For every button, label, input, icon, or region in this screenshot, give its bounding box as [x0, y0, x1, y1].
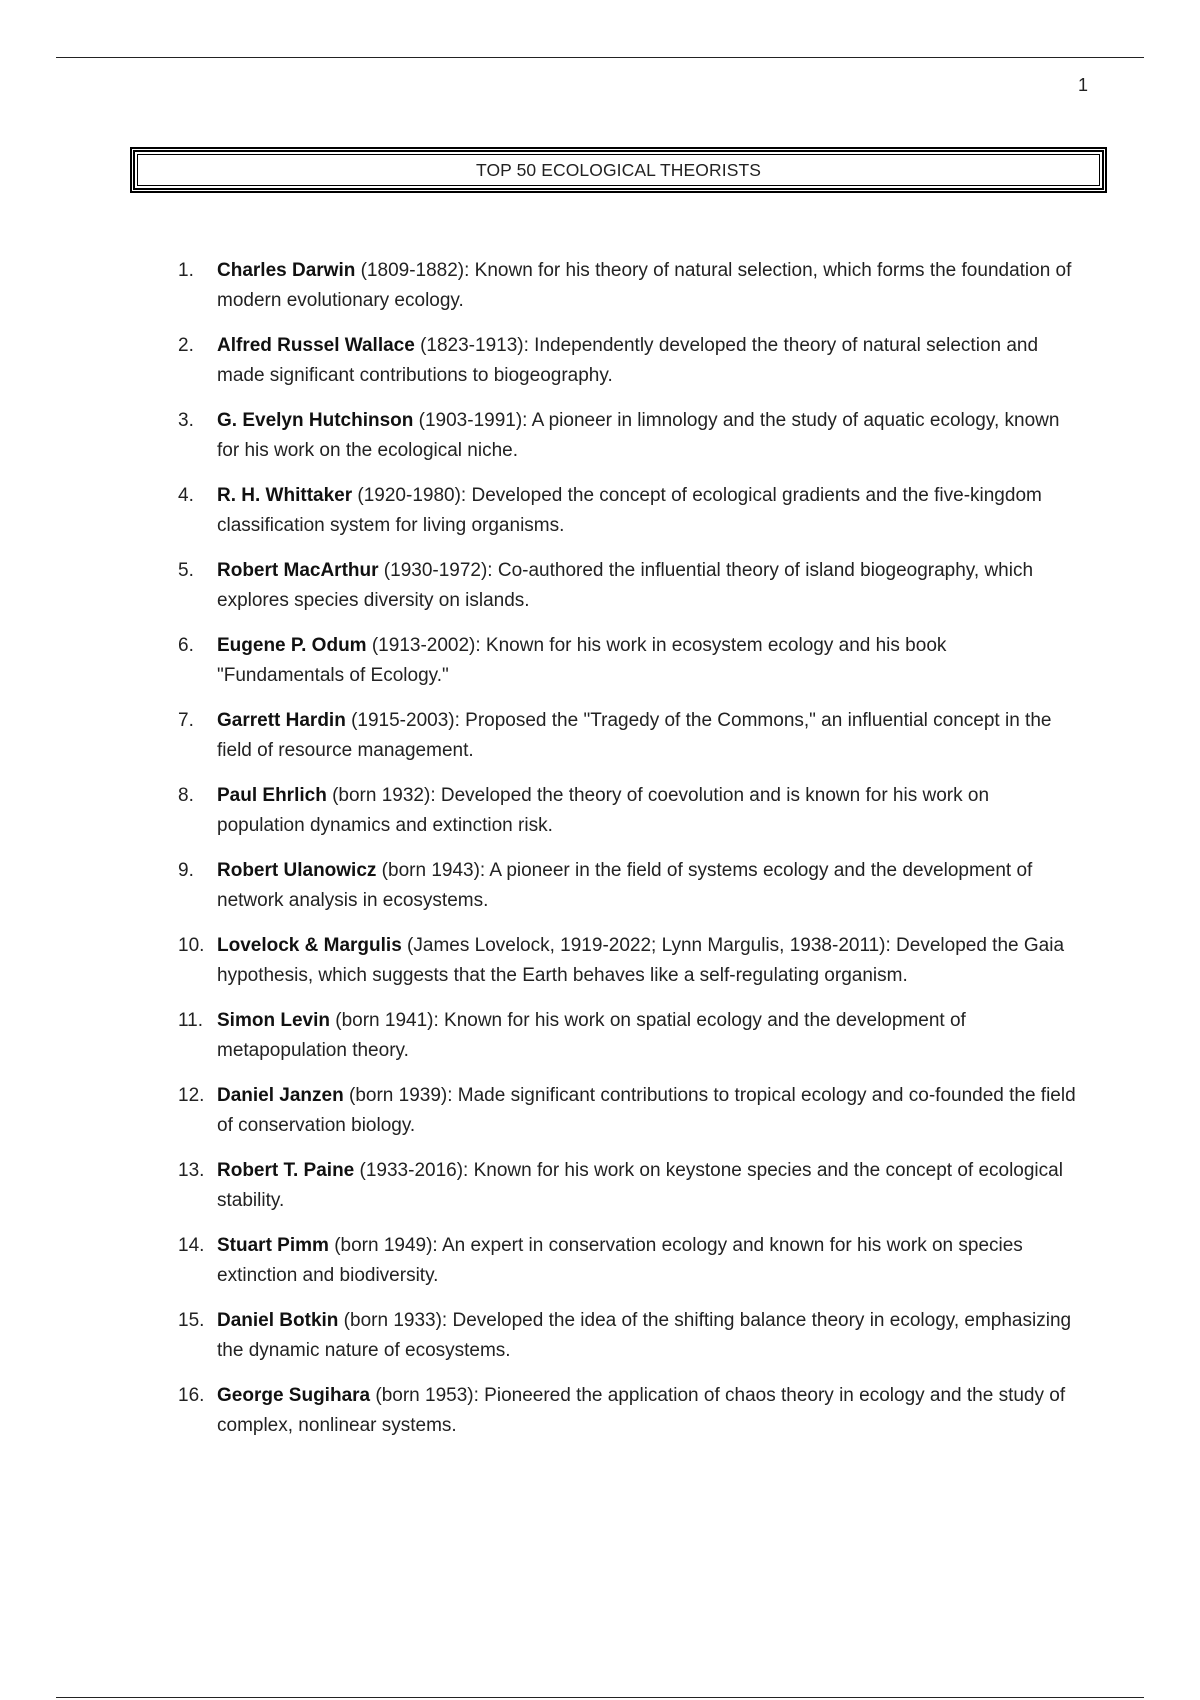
title-box	[130, 147, 1107, 193]
theorist-name: Lovelock & Margulis	[217, 935, 402, 956]
theorist-name: Simon Levin	[217, 1010, 330, 1031]
list-item-number: 2.	[178, 335, 194, 356]
list-item	[178, 1081, 1078, 1141]
theorist-description: (born 1949): An expert in conservation ecology and known for his work on species extinction and biodiversity.	[217, 1235, 1023, 1286]
list-item	[178, 1381, 1078, 1441]
list-item	[178, 931, 1078, 991]
theorist-name: George Sugihara	[217, 1385, 371, 1406]
theorist-name: Daniel Janzen	[217, 1085, 344, 1106]
list-item	[178, 406, 1078, 466]
list-item-number: 3.	[178, 410, 194, 431]
list-item	[178, 556, 1078, 616]
footer-rule	[56, 1697, 1144, 1698]
theorist-description: (James Lovelock, 1919-2022; Lynn Margulis, 1938-2011): Developed the Gaia hypothesis, which suggests that the Earth behaves like a self-regulating organism.	[217, 935, 1065, 986]
theorist-description: (born 1939): Made significant contributions to tropical ecology and co-founded the field of conservation biology.	[217, 1085, 1076, 1136]
theorist-name: Daniel Botkin	[217, 1310, 339, 1331]
theorist-name: Charles Darwin	[217, 260, 356, 281]
theorist-description: (1823-1913): Independently developed the theory of natural selection and made significant contributions to biogeography.	[217, 335, 1039, 386]
theorist-description: (1930-1972): Co-authored the influential theory of island biogeography, which explores species diversity on islands.	[217, 560, 1034, 611]
list-item-number: 8.	[178, 785, 194, 806]
list-item	[178, 256, 1078, 316]
theorist-description: (born 1932): Developed the theory of coevolution and is known for his work on population dynamics and extinction risk.	[217, 785, 990, 836]
theorist-description: (1809-1882): Known for his theory of natural selection, which forms the foundation of modern evolutionary ecology.	[217, 260, 1072, 311]
page-number: 1	[1077, 75, 1088, 95]
list-item	[178, 706, 1078, 766]
theorist-description: (1920-1980): Developed the concept of ecological gradients and the five-kingdom classification system for living organisms.	[217, 485, 1042, 536]
theorist-name: Alfred Russel Wallace	[217, 335, 415, 356]
list-item-number: 12.	[178, 1085, 205, 1106]
list-item	[178, 1306, 1078, 1366]
list-item	[178, 856, 1078, 916]
list-item-number: 9.	[178, 860, 194, 881]
list-item-number: 14.	[178, 1235, 205, 1256]
list-item	[178, 631, 1078, 691]
theorist-description: (1915-2003): Proposed the "Tragedy of the Commons," an influential concept in the field of resource management.	[217, 710, 1052, 761]
list-item	[178, 1156, 1078, 1216]
list-item	[178, 331, 1078, 391]
theorist-description: (born 1933): Developed the idea of the shifting balance theory in ecology, emphasizing the dynamic nature of ecosystems.	[217, 1310, 1072, 1361]
list-item-number: 6.	[178, 635, 194, 656]
theorist-description: (born 1943): A pioneer in the field of systems ecology and the development of network analysis in ecosystems.	[217, 860, 1033, 911]
theorist-name: Garrett Hardin	[217, 710, 346, 731]
list-item	[178, 1231, 1078, 1291]
theorist-name: R. H. Whittaker	[217, 485, 353, 506]
list-item	[178, 781, 1078, 841]
list-item	[178, 1006, 1078, 1066]
list-item-number: 4.	[178, 485, 194, 506]
theorist-name: Eugene P. Odum	[217, 635, 367, 656]
list-item-number: 5.	[178, 560, 194, 581]
theorist-name: Robert MacArthur	[217, 560, 379, 581]
list-item-number: 13.	[178, 1160, 205, 1181]
theorist-name: Paul Ehrlich	[217, 785, 327, 806]
page-title: TOP 50 ECOLOGICAL THEORISTS	[475, 159, 762, 180]
theorist-description: (born 1941): Known for his work on spatial ecology and the development of metapopulation theory.	[217, 1010, 966, 1061]
theorist-name: Robert T. Paine	[217, 1160, 355, 1181]
theorist-name: G. Evelyn Hutchinson	[217, 410, 414, 431]
list-item-number: 1.	[178, 260, 194, 281]
list-item-number: 15.	[178, 1310, 205, 1331]
theorist-description: (1903-1991): A pioneer in limnology and the study of aquatic ecology, known for his work on the ecological niche.	[217, 410, 1060, 461]
theorist-description: (born 1953): Pioneered the application of chaos theory in ecology and the study of complex, nonlinear systems.	[217, 1385, 1066, 1436]
theorist-list	[178, 256, 1078, 1456]
list-item	[178, 481, 1078, 541]
list-item-number: 7.	[178, 710, 194, 731]
list-item-number: 11.	[178, 1010, 204, 1031]
theorist-description: (1913-2002): Known for his work in ecosystem ecology and his book "Fundamentals of Ecology."	[217, 635, 947, 686]
header-rule	[56, 57, 1144, 58]
list-item-number: 16.	[178, 1385, 205, 1406]
list-item-number: 10.	[178, 935, 205, 956]
theorist-description: (1933-2016): Known for his work on keystone species and the concept of ecological stability.	[217, 1160, 1063, 1211]
theorist-name: Robert Ulanowicz	[217, 860, 377, 881]
theorist-name: Stuart Pimm	[217, 1235, 329, 1256]
